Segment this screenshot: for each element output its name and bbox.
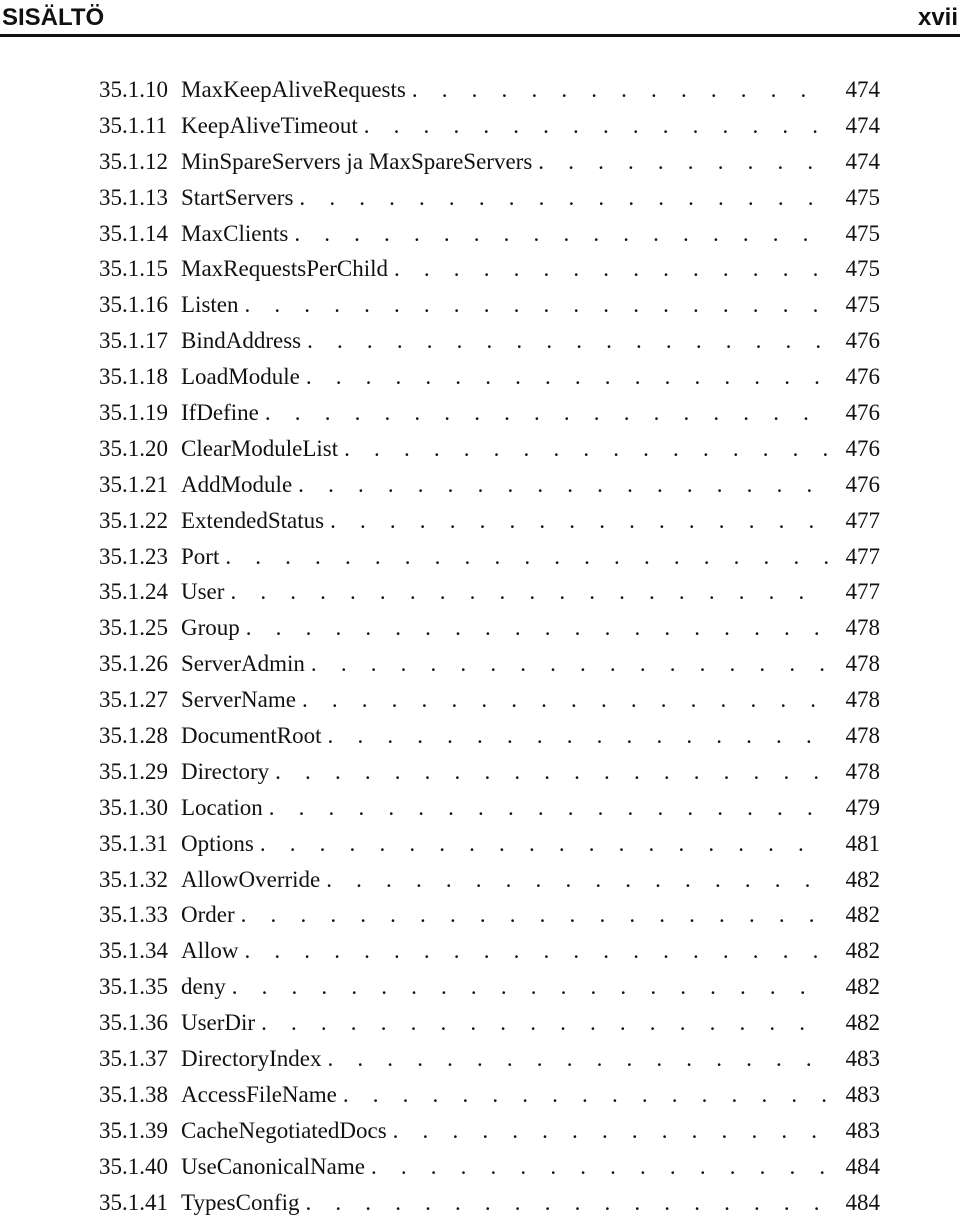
toc-entry[interactable] [99, 539, 880, 575]
toc-entry[interactable] [99, 72, 880, 108]
toc-dot-leader [393, 1113, 828, 1149]
toc-dot-leader [326, 862, 828, 898]
toc-entry-page: 483 [845, 1046, 880, 1072]
toc-dot-leader [412, 72, 828, 108]
toc-entry-number: 35.1.20 [99, 435, 168, 461]
toc-entry-title: DirectoryIndex [181, 1046, 322, 1072]
toc-entry-title: Listen [181, 292, 239, 318]
toc-entry[interactable] [99, 610, 880, 646]
toc-entry-number: 35.1.10 [99, 77, 168, 102]
table-of-contents [99, 72, 880, 1221]
toc-entry-page: 475 [845, 184, 880, 210]
toc-entry[interactable] [99, 395, 880, 431]
toc-entry-title: MaxRequestsPerChild [181, 256, 388, 282]
running-header-title: SISÄLTÖ [2, 4, 105, 31]
toc-dot-leader [328, 718, 828, 754]
toc-entry[interactable] [99, 1149, 880, 1185]
toc-entry-number: 35.1.31 [99, 830, 168, 856]
toc-entry-number: 35.1.13 [99, 184, 168, 210]
toc-dot-leader [261, 1005, 828, 1041]
toc-dot-leader [245, 933, 829, 969]
toc-dot-leader [371, 1149, 828, 1185]
toc-entry[interactable] [99, 359, 880, 395]
toc-entry[interactable] [99, 969, 880, 1005]
toc-entry-number: 35.1.19 [99, 400, 168, 426]
toc-entry-page: 482 [845, 1010, 880, 1036]
toc-dot-leader [307, 323, 828, 359]
toc-dot-leader [343, 1077, 828, 1113]
toc-entry-page: 484 [845, 1153, 880, 1179]
toc-dot-leader [230, 574, 828, 610]
toc-dot-leader [245, 287, 829, 323]
toc-entry-title: LoadModule [181, 364, 300, 390]
toc-entry[interactable] [99, 431, 880, 467]
toc-entry-title: Options [181, 830, 254, 856]
toc-entry-page: 477 [845, 579, 880, 605]
toc-entry-title: MinSpareServers ja MaxSpareServers [181, 148, 533, 174]
toc-entry[interactable] [99, 503, 880, 539]
toc-entry[interactable] [99, 933, 880, 969]
toc-entry-page: 479 [845, 794, 880, 820]
toc-entry[interactable] [99, 180, 880, 216]
toc-entry-page: 476 [845, 364, 880, 390]
toc-entry-page: 483 [845, 1081, 880, 1107]
toc-entry-number: 35.1.17 [99, 328, 168, 354]
toc-dot-leader [344, 431, 828, 467]
toc-entry[interactable] [99, 251, 880, 287]
toc-entry-page: 477 [845, 507, 880, 533]
toc-entry[interactable] [99, 862, 880, 898]
toc-entry-page: 474 [845, 112, 880, 138]
toc-entry-title: StartServers [181, 184, 294, 210]
toc-entry-number: 35.1.30 [99, 794, 168, 820]
toc-entry-page: 476 [845, 328, 880, 354]
toc-entry-number: 35.1.21 [99, 471, 168, 497]
toc-entry-number: 35.1.40 [99, 1153, 168, 1179]
toc-entry-number: 35.1.26 [99, 651, 168, 677]
toc-entry-title: Port [181, 543, 220, 569]
toc-dot-leader [298, 467, 828, 503]
toc-entry-number: 35.1.12 [99, 148, 168, 174]
toc-entry-page: 476 [845, 400, 880, 426]
toc-entry-number: 35.1.34 [99, 938, 168, 964]
toc-entry-title: ExtendedStatus [181, 507, 325, 533]
toc-entry-number: 35.1.24 [99, 579, 168, 605]
running-header-page-number: xvii [917, 4, 958, 31]
toc-dot-leader [225, 539, 828, 575]
toc-entry-title: Group [181, 615, 240, 641]
toc-entry[interactable] [99, 1185, 880, 1221]
toc-entry[interactable] [99, 826, 880, 862]
toc-entry-number: 35.1.29 [99, 758, 168, 784]
toc-dot-leader [330, 503, 828, 539]
toc-dot-leader [246, 610, 828, 646]
toc-entry-page: 478 [845, 723, 880, 749]
toc-entry-page: 478 [845, 651, 880, 677]
toc-entry-number: 35.1.32 [99, 866, 168, 892]
toc-entry-page: 478 [845, 687, 880, 713]
toc-entry[interactable] [99, 467, 880, 503]
toc-dot-leader [269, 790, 828, 826]
toc-entry[interactable] [99, 1005, 880, 1041]
toc-entry-number: 35.1.23 [99, 543, 168, 569]
toc-entry-page: 478 [845, 615, 880, 641]
toc-entry-page: 476 [845, 435, 880, 461]
toc-entry-page: 482 [845, 974, 880, 1000]
toc-entry-title: AccessFileName [181, 1081, 337, 1107]
toc-entry-page: 483 [845, 1117, 880, 1143]
toc-entry-title: DocumentRoot [181, 723, 322, 749]
toc-entry-page: 475 [845, 220, 880, 246]
toc-entry-title: User [181, 579, 225, 605]
toc-entry[interactable] [99, 287, 880, 323]
toc-entry-number: 35.1.16 [99, 292, 168, 318]
toc-dot-leader [232, 969, 828, 1005]
toc-dot-leader [394, 251, 828, 287]
toc-dot-leader [306, 1185, 829, 1221]
toc-entry-number: 35.1.22 [99, 507, 168, 533]
toc-entry[interactable] [99, 718, 880, 754]
toc-entry-page: 475 [845, 256, 880, 282]
toc-entry-number: 35.1.18 [99, 364, 168, 390]
toc-entry-number: 35.1.14 [99, 220, 168, 246]
toc-entry-title: MaxClients [181, 220, 289, 246]
toc-entry-title: Directory [181, 758, 270, 784]
toc-dot-leader [260, 826, 828, 862]
toc-dot-leader [275, 754, 828, 790]
toc-entry-title: ServerAdmin [181, 651, 305, 677]
toc-entry-title: AddModule [181, 471, 293, 497]
toc-dot-leader [302, 682, 828, 718]
toc-dot-leader [265, 395, 828, 431]
toc-entry-title: deny [181, 974, 226, 1000]
toc-entry-page: 474 [845, 77, 880, 102]
toc-entry-title: UserDir [181, 1010, 256, 1036]
toc-entry-title: TypesConfig [181, 1189, 300, 1215]
toc-dot-leader [241, 897, 828, 933]
toc-entry-number: 35.1.38 [99, 1081, 168, 1107]
toc-entry-page: 476 [845, 471, 880, 497]
toc-entry[interactable] [99, 646, 880, 682]
toc-dot-leader [299, 180, 828, 216]
toc-entry-number: 35.1.39 [99, 1117, 168, 1143]
toc-entry-page: 482 [845, 938, 880, 964]
toc-entry-title: IfDefine [181, 400, 259, 426]
toc-entry-page: 474 [845, 148, 880, 174]
toc-entry-page: 481 [845, 830, 880, 856]
toc-entry-number: 35.1.28 [99, 723, 168, 749]
toc-entry-title: Allow [181, 938, 239, 964]
toc-entry-number: 35.1.35 [99, 974, 168, 1000]
toc-entry-number: 35.1.15 [99, 256, 168, 282]
toc-entry-title: AllowOverride [181, 866, 321, 892]
toc-entry[interactable] [99, 323, 880, 359]
toc-entry-page: 482 [845, 902, 880, 928]
toc-entry-page: 475 [845, 292, 880, 318]
toc-entry-number: 35.1.41 [99, 1189, 168, 1215]
toc-entry-number: 35.1.33 [99, 902, 168, 928]
toc-entry[interactable] [99, 108, 880, 144]
toc-entry-number: 35.1.11 [99, 112, 168, 138]
toc-entry[interactable] [99, 1113, 880, 1149]
toc-dot-leader [538, 144, 828, 180]
toc-entry-title: UseCanonicalName [181, 1153, 365, 1179]
toc-dot-leader [328, 1041, 829, 1077]
toc-entry[interactable] [99, 1077, 880, 1113]
page-header [0, 0, 960, 38]
toc-dot-leader [306, 359, 828, 395]
toc-entry[interactable] [99, 897, 880, 933]
toc-entry-page: 484 [845, 1189, 880, 1215]
toc-entry[interactable] [99, 216, 880, 252]
toc-entry-title: MaxKeepAliveRequests [181, 77, 406, 102]
toc-dot-leader [311, 646, 828, 682]
toc-entry-page: 482 [845, 866, 880, 892]
toc-dot-leader [294, 216, 828, 252]
toc-entry[interactable] [99, 1041, 880, 1077]
toc-entry-number: 35.1.25 [99, 615, 168, 641]
toc-entry-number: 35.1.27 [99, 687, 168, 713]
toc-dot-leader [364, 108, 828, 144]
toc-entry-page: 477 [845, 543, 880, 569]
toc-entry-title: Location [181, 794, 263, 820]
toc-entry-number: 35.1.36 [99, 1010, 168, 1036]
toc-entry-title: Order [181, 902, 235, 928]
toc-entry[interactable] [99, 144, 880, 180]
toc-entry-title: KeepAliveTimeout [181, 112, 358, 138]
toc-entry[interactable] [99, 754, 880, 790]
toc-entry-title: ClearModuleList [181, 435, 339, 461]
toc-entry[interactable] [99, 790, 880, 826]
toc-entry[interactable] [99, 682, 880, 718]
toc-entry-page: 478 [845, 758, 880, 784]
toc-entry-title: CacheNegotiatedDocs [181, 1117, 387, 1143]
toc-entry-title: ServerName [181, 687, 296, 713]
header-rule [0, 34, 960, 37]
toc-entry-number: 35.1.37 [99, 1046, 168, 1072]
toc-entry-title: BindAddress [181, 328, 302, 354]
toc-entry[interactable] [99, 574, 880, 610]
